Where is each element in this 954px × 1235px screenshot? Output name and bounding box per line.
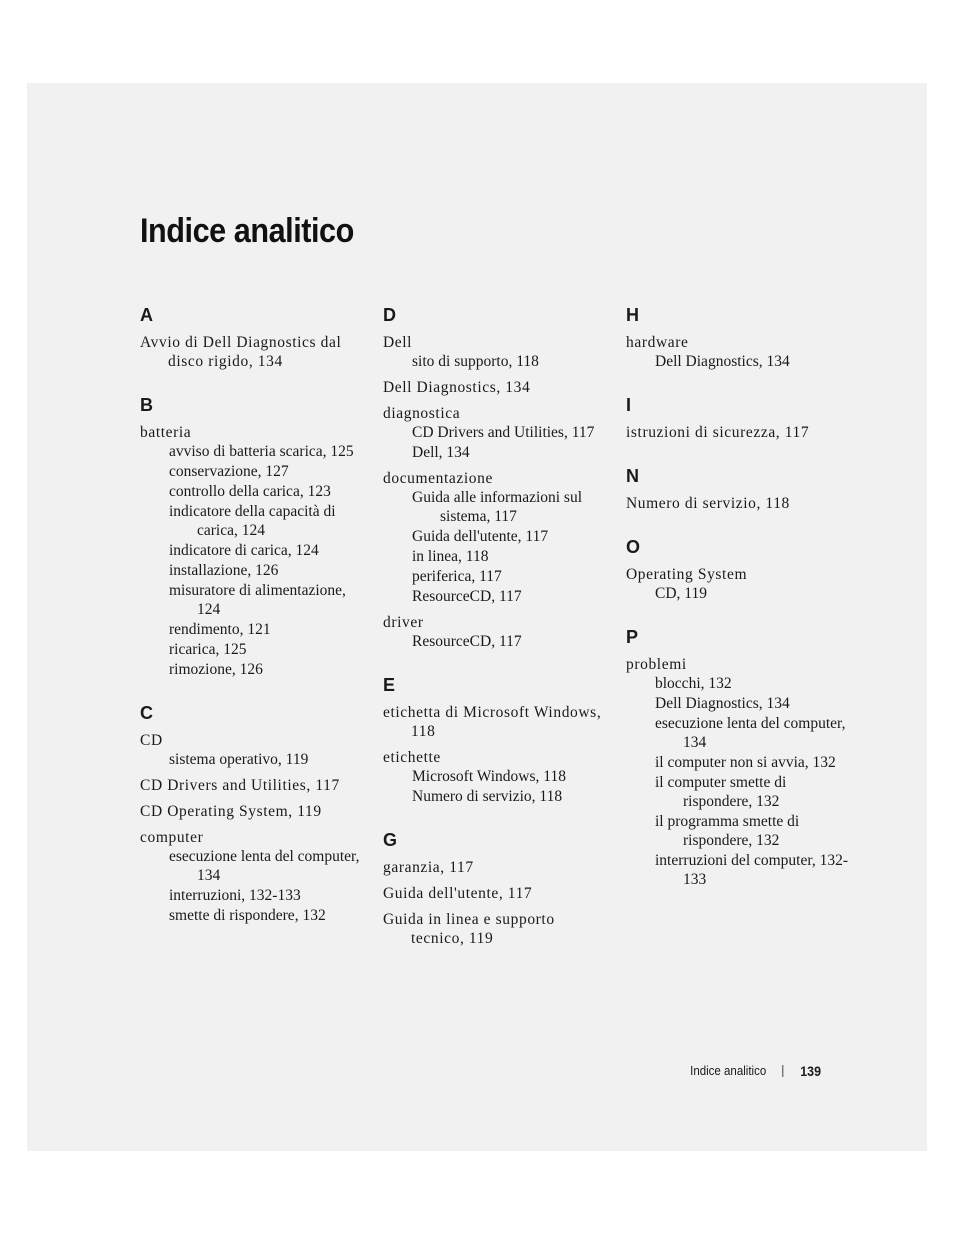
index-subentry: blocchi, 132 [655, 675, 732, 692]
index-term: hardware [626, 334, 689, 351]
section-letter: G [383, 830, 398, 850]
index-column-1 [140, 305, 365, 949]
section-letter: I [626, 395, 632, 415]
index-entry [383, 858, 608, 877]
index-term: computer [140, 829, 204, 846]
index-entry [626, 423, 851, 442]
index-entry [140, 802, 365, 821]
index-entry [626, 494, 851, 513]
index-subentry: rendimento, 121 [169, 621, 271, 638]
index-subentry: indicatore di carica, 124 [169, 542, 319, 559]
index-section [140, 305, 365, 371]
index-term: etichette [383, 749, 441, 766]
index-term: problemi [626, 656, 687, 673]
index-term: Operating System [626, 566, 748, 583]
index-section [140, 703, 365, 925]
index-subentry: il computer non si avvia, 132 [655, 754, 836, 771]
index-subentry: ricarica, 125 [169, 641, 247, 658]
section-letter: H [626, 305, 639, 325]
section-letter: N [626, 466, 639, 486]
index-entry [383, 404, 608, 462]
index-subentry: installazione, 126 [169, 562, 279, 579]
index-term: CD Operating System, 119 [140, 803, 322, 820]
index-subentry: rimozione, 126 [169, 661, 263, 678]
index-term: CD Drivers and Utilities, 117 [140, 777, 340, 794]
section-letter: O [626, 537, 641, 557]
index-subentry: indicatore della capacità di carica, 124 [169, 503, 336, 539]
index-subentry: il computer smette di rispondere, 132 [655, 774, 787, 810]
index-section [626, 395, 851, 442]
index-subentry: interruzioni del computer, 132-133 [655, 852, 849, 888]
index-subentry: Numero di servizio, 118 [412, 788, 563, 805]
index-section [140, 395, 365, 679]
index-entry [140, 423, 365, 679]
index-section [383, 675, 608, 806]
index-entry [383, 333, 608, 371]
index-term: driver [383, 614, 424, 631]
index-entry [140, 828, 365, 925]
index-entry [383, 378, 608, 397]
index-subentry: sistema operativo, 119 [169, 751, 309, 768]
index-term: batteria [140, 424, 192, 441]
index-term: Guida dell'utente, 117 [383, 885, 533, 902]
index-subentry: sito di supporto, 118 [412, 353, 539, 370]
footer-label: Indice analitico [690, 1064, 767, 1078]
index-term: Dell [383, 334, 413, 351]
section-letter: A [140, 305, 153, 325]
index-entry [383, 469, 608, 606]
index-subentry: esecuzione lenta del computer, 134 [655, 715, 846, 751]
index-term: etichetta di Microsoft Windows, 118 [383, 704, 602, 740]
index-subentry: in linea, 118 [412, 548, 489, 565]
index-entry [383, 703, 608, 741]
index-subentry: smette di rispondere, 132 [169, 907, 326, 924]
page-number: 139 [800, 1063, 821, 1079]
index-term: garanzia, 117 [383, 859, 474, 876]
index-entry [383, 748, 608, 806]
section-letter: E [383, 675, 396, 695]
index-entry [383, 910, 608, 948]
index-subentry: Dell Diagnostics, 134 [655, 695, 790, 712]
index-term: Numero di servizio, 118 [626, 495, 790, 512]
index-term: documentazione [383, 470, 493, 487]
index-subentry: Microsoft Windows, 118 [412, 768, 566, 785]
index-column-2 [383, 305, 608, 972]
index-term: Dell Diagnostics, 134 [383, 379, 531, 396]
index-section [626, 537, 851, 603]
index-entry [626, 565, 851, 603]
index-subentry: controllo della carica, 123 [169, 483, 331, 500]
index-subentry: interruzioni, 132-133 [169, 887, 301, 904]
index-subentry: Dell Diagnostics, 134 [655, 353, 790, 370]
index-entry [140, 776, 365, 795]
index-subentry: avviso di batteria scarica, 125 [169, 443, 354, 460]
index-section [383, 305, 608, 651]
index-term: Avvio di Dell Diagnostics dal disco rigido, 134 [140, 334, 342, 370]
index-subentry: il programma smette di rispondere, 132 [655, 813, 800, 849]
page-title: Indice analitico [140, 212, 354, 250]
index-subentry: CD Drivers and Utilities, 117 [412, 424, 595, 441]
index-subentry: CD, 119 [655, 585, 707, 602]
index-term: istruzioni di sicurezza, 117 [626, 424, 810, 441]
index-term: Guida in linea e supporto tecnico, 119 [383, 911, 555, 947]
index-section [626, 305, 851, 371]
section-letter: B [140, 395, 153, 415]
section-letter: P [626, 627, 639, 647]
index-column-3 [626, 305, 851, 913]
index-subentry: esecuzione lenta del computer, 134 [169, 848, 360, 884]
index-term: CD [140, 732, 163, 749]
page-footer [618, 1061, 821, 1081]
index-entry [383, 613, 608, 651]
index-section [383, 830, 608, 948]
section-letter: D [383, 305, 396, 325]
index-subentry: Dell, 134 [412, 444, 470, 461]
index-entry [383, 884, 608, 903]
index-section [626, 466, 851, 513]
footer-separator [783, 1065, 784, 1077]
index-entry [140, 731, 365, 769]
index-subentry: periferica, 117 [412, 568, 502, 585]
index-term: diagnostica [383, 405, 461, 422]
index-subentry: Guida dell'utente, 117 [412, 528, 549, 545]
index-subentry: conservazione, 127 [169, 463, 289, 480]
index-subentry: misuratore di alimentazione, 124 [169, 582, 346, 618]
index-subentry: Guida alle informazioni sul sistema, 117 [412, 489, 583, 525]
section-letter: C [140, 703, 153, 723]
index-entry [140, 333, 365, 371]
index-subentry: ResourceCD, 117 [412, 588, 522, 605]
index-subentry: ResourceCD, 117 [412, 633, 522, 650]
index-section [626, 627, 851, 889]
index-entry [626, 655, 851, 889]
index-entry [626, 333, 851, 371]
